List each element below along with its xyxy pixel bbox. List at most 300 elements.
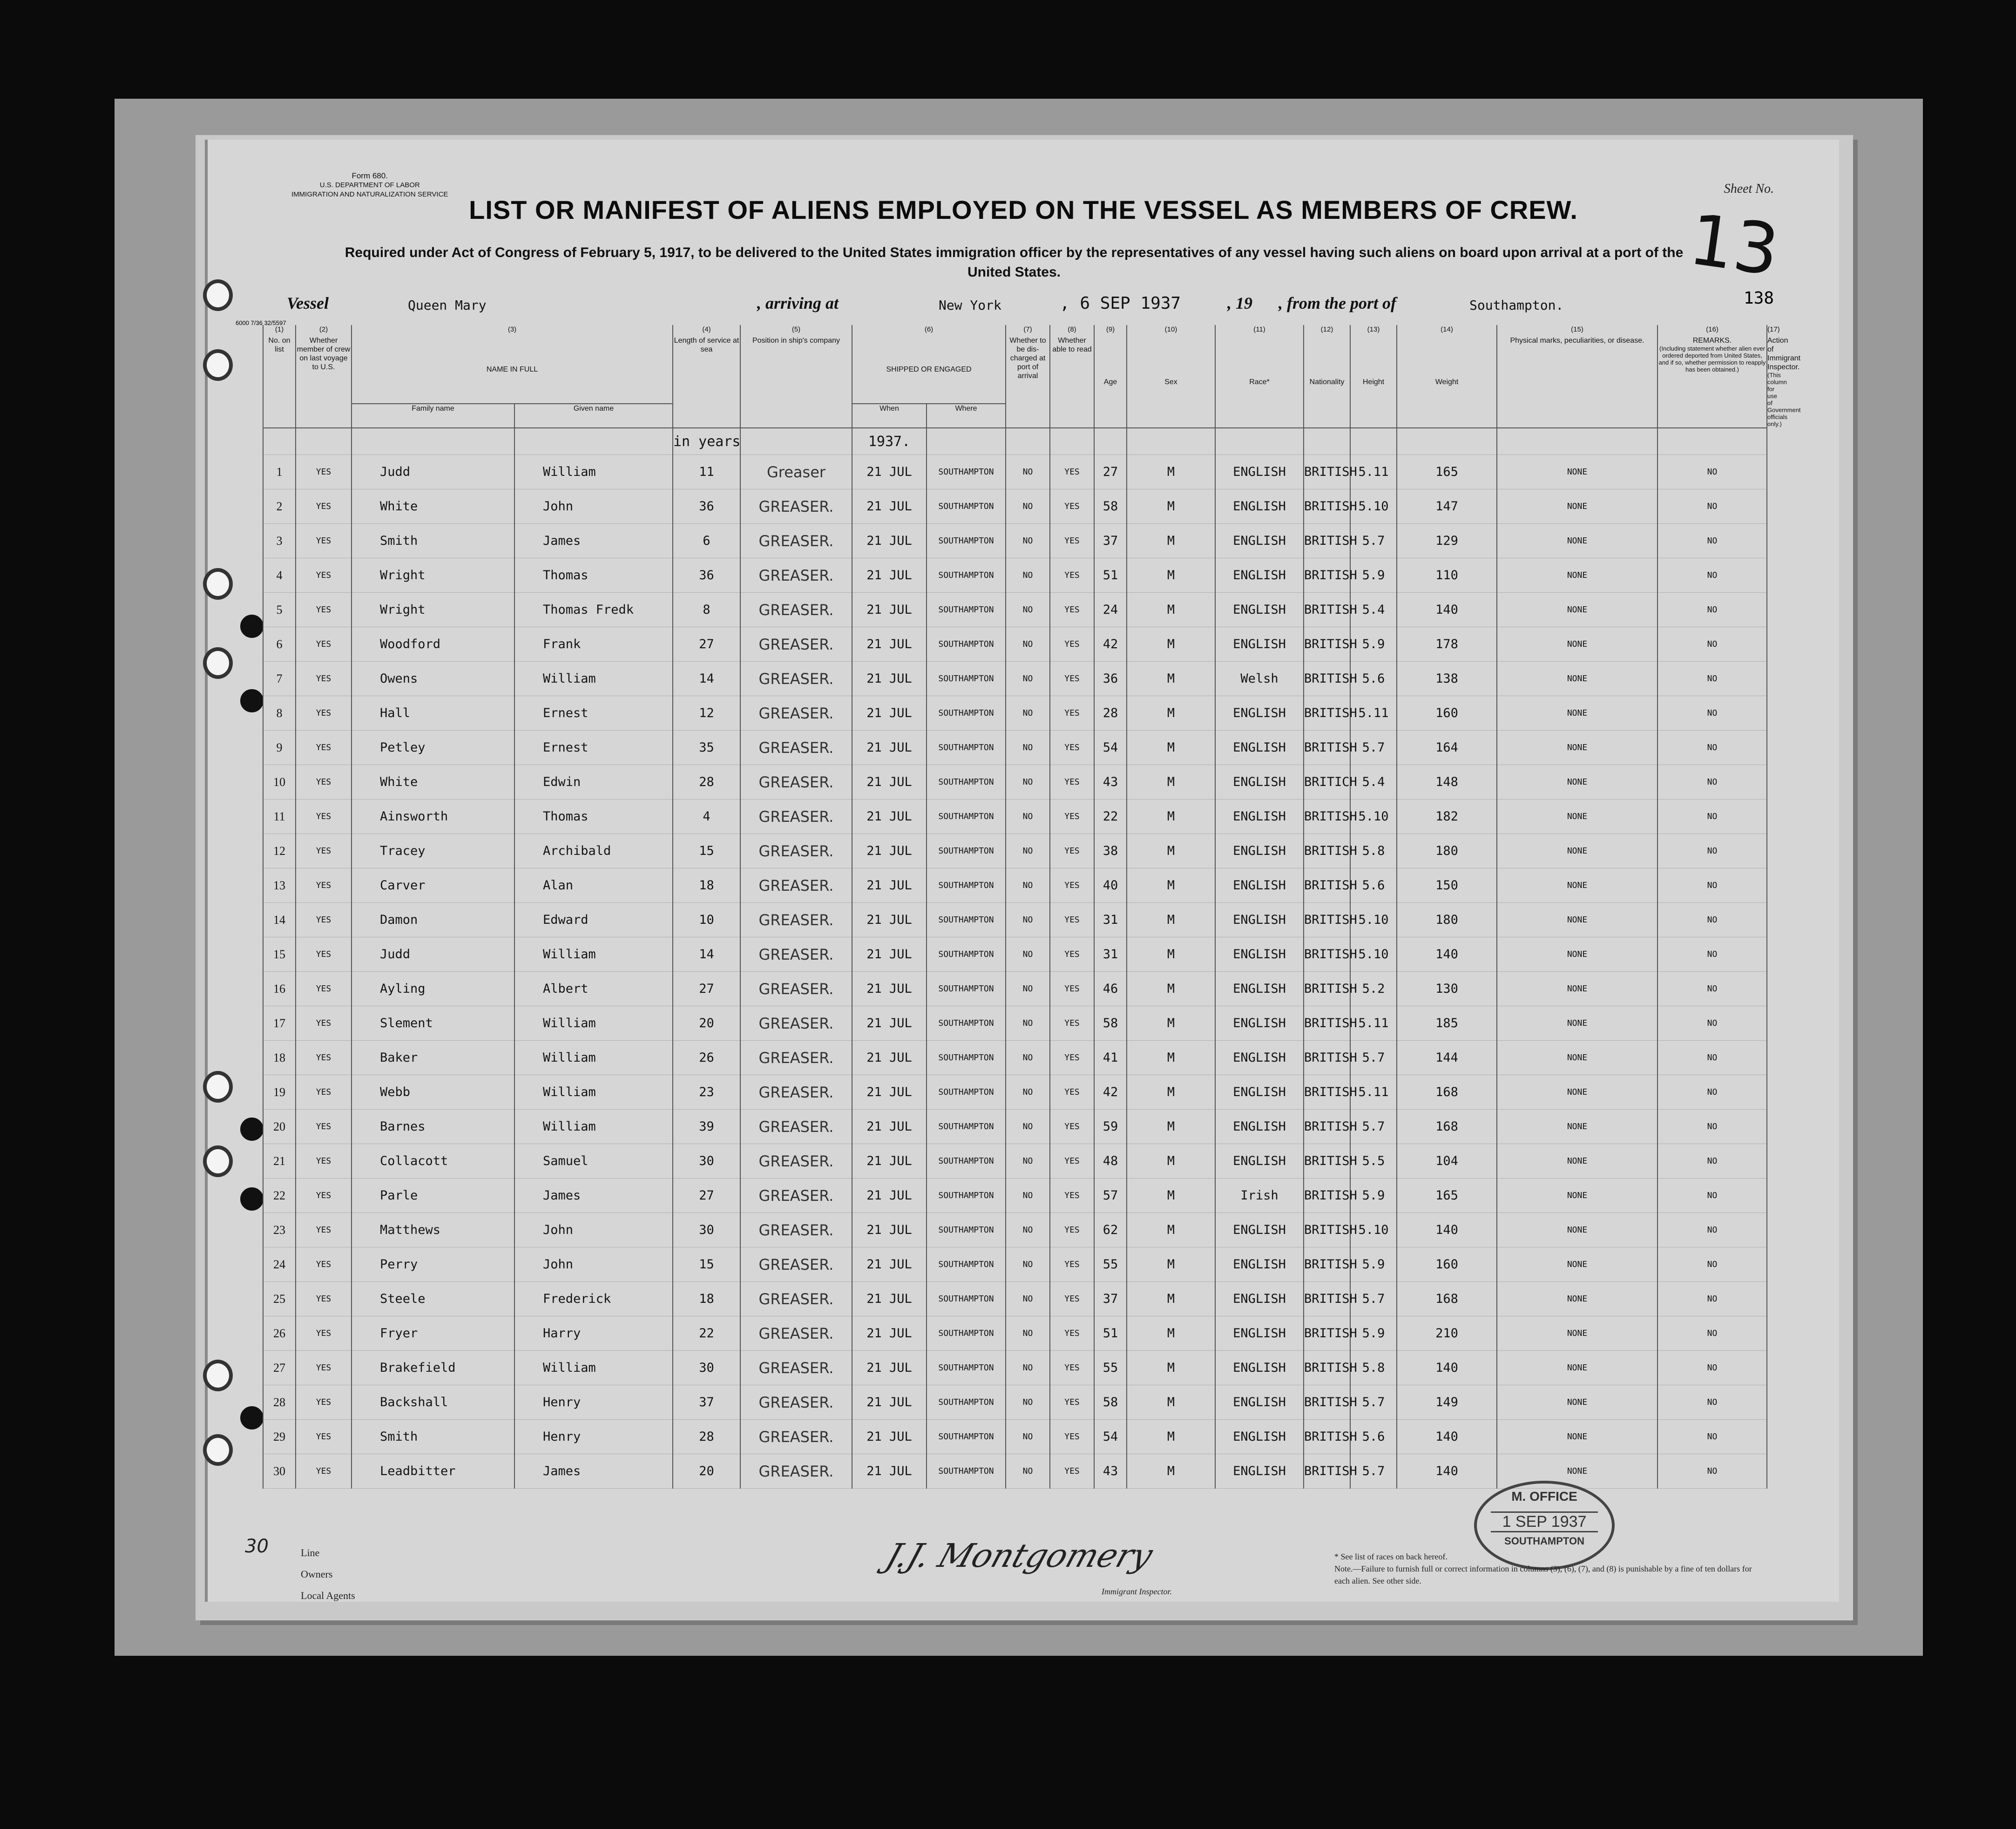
height-cell: 5.9 bbox=[1350, 1179, 1397, 1213]
remarks-cell: NO bbox=[1657, 903, 1767, 937]
weight-cell: 147 bbox=[1397, 489, 1497, 524]
length-of-service-cell: 14 bbox=[673, 662, 740, 696]
previous-voyage-cell: YES bbox=[296, 524, 352, 558]
nationality-cell: BRITISH bbox=[1304, 868, 1350, 903]
header-when: When bbox=[852, 404, 927, 428]
handwritten-count: 30 bbox=[245, 1536, 269, 1557]
remarks-title: REMARKS. bbox=[1692, 337, 1732, 345]
shipped-when-cell: 21 JUL bbox=[852, 1110, 927, 1144]
header-able-read: Whether able to read bbox=[1050, 336, 1094, 428]
position-cell: GREASER. bbox=[740, 799, 852, 834]
stamp-date: 1 SEP 1937 bbox=[1491, 1511, 1598, 1532]
sex-cell: M bbox=[1127, 489, 1215, 524]
given-name-cell: Thomas bbox=[514, 799, 673, 834]
physical-marks-cell: NONE bbox=[1497, 696, 1657, 731]
given-name-cell: Thomas bbox=[514, 558, 673, 593]
family-name-cell: Ayling bbox=[352, 972, 514, 1006]
weight-cell: 140 bbox=[1397, 1351, 1497, 1385]
family-name-cell: Baker bbox=[352, 1041, 514, 1075]
shipped-when-cell: 21 JUL bbox=[852, 627, 927, 662]
physical-marks-cell: NONE bbox=[1497, 903, 1657, 937]
shipped-where-cell: SOUTHAMPTON bbox=[927, 937, 1006, 972]
nationality-cell: BRITISH bbox=[1304, 834, 1350, 868]
weight-cell: 140 bbox=[1397, 937, 1497, 972]
able-to-read-cell: YES bbox=[1050, 524, 1094, 558]
previous-voyage-cell: YES bbox=[296, 593, 352, 627]
nationality-cell: BRITISH bbox=[1304, 799, 1350, 834]
crew-manifest-table bbox=[263, 325, 1801, 1489]
family-name-cell: Tracey bbox=[352, 834, 514, 868]
age-cell: 51 bbox=[1094, 1316, 1127, 1351]
table-row bbox=[263, 489, 1767, 524]
table-row bbox=[263, 558, 1767, 593]
race-cell: ENGLISH bbox=[1215, 627, 1304, 662]
length-of-service-cell: 10 bbox=[673, 903, 740, 937]
position-cell: GREASER. bbox=[740, 1351, 852, 1385]
able-to-read-cell: YES bbox=[1050, 696, 1094, 731]
binder-hole bbox=[203, 279, 233, 311]
sex-cell: M bbox=[1127, 1179, 1215, 1213]
family-name-cell: Leadbitter bbox=[352, 1454, 514, 1489]
age-cell: 58 bbox=[1094, 1006, 1127, 1041]
shipped-when-cell: 21 JUL bbox=[852, 1454, 927, 1489]
race-cell: ENGLISH bbox=[1215, 1110, 1304, 1144]
position-cell: GREASER. bbox=[740, 1110, 852, 1144]
sex-cell: M bbox=[1127, 1041, 1215, 1075]
family-name-cell: Perry bbox=[352, 1247, 514, 1282]
sex-cell: M bbox=[1127, 1282, 1215, 1316]
sex-cell: M bbox=[1127, 731, 1215, 765]
able-to-read-cell: YES bbox=[1050, 1006, 1094, 1041]
weight-cell: 140 bbox=[1397, 1213, 1497, 1247]
family-name-cell: Woodford bbox=[352, 627, 514, 662]
nationality-cell: BRITISH bbox=[1304, 627, 1350, 662]
shipped-when-cell: 21 JUL bbox=[852, 1006, 927, 1041]
header-no-on-list: No. on list bbox=[263, 336, 296, 428]
shipped-where-cell: SOUTHAMPTON bbox=[927, 455, 1006, 489]
weight-cell: 140 bbox=[1397, 1454, 1497, 1489]
print-code: 6000 7/36 32/5597 bbox=[236, 319, 286, 326]
shipped-where-cell: SOUTHAMPTON bbox=[927, 903, 1006, 937]
row-number-cell: 25 bbox=[263, 1282, 296, 1316]
given-name-cell: Edwin bbox=[514, 765, 673, 799]
shipped-when-cell: 21 JUL bbox=[852, 834, 927, 868]
remarks-cell: NO bbox=[1657, 799, 1767, 834]
row-number-cell: 6 bbox=[263, 627, 296, 662]
able-to-read-cell: YES bbox=[1050, 1316, 1094, 1351]
manifest-sheet bbox=[196, 135, 1853, 1620]
sex-cell: M bbox=[1127, 662, 1215, 696]
weight-cell: 144 bbox=[1397, 1041, 1497, 1075]
shipped-when-cell: 21 JUL bbox=[852, 903, 927, 937]
shipped-where-cell: SOUTHAMPTON bbox=[927, 1385, 1006, 1420]
height-cell: 5.11 bbox=[1350, 1006, 1397, 1041]
previous-voyage-cell: YES bbox=[296, 1385, 352, 1420]
nationality-cell: BRITISH bbox=[1304, 1179, 1350, 1213]
form-number: Form 680. bbox=[352, 171, 388, 180]
table-row bbox=[263, 972, 1767, 1006]
col-num: (2) bbox=[296, 325, 352, 336]
row-number-cell: 5 bbox=[263, 593, 296, 627]
table-row bbox=[263, 696, 1767, 731]
binder-hole bbox=[203, 349, 233, 381]
able-to-read-cell: YES bbox=[1050, 662, 1094, 696]
physical-marks-cell: NONE bbox=[1497, 455, 1657, 489]
age-cell: 38 bbox=[1094, 834, 1127, 868]
footer-note bbox=[1334, 1551, 1753, 1587]
row-number-cell: 24 bbox=[263, 1247, 296, 1282]
row-number-cell: 29 bbox=[263, 1420, 296, 1454]
physical-marks-cell: NONE bbox=[1497, 489, 1657, 524]
length-of-service-cell: 30 bbox=[673, 1144, 740, 1179]
family-name-cell: Collacott bbox=[352, 1144, 514, 1179]
header-family-name: Family name bbox=[352, 404, 514, 428]
row-number-cell: 27 bbox=[263, 1351, 296, 1385]
col-num: (12) bbox=[1304, 325, 1350, 336]
shipped-where-cell: SOUTHAMPTON bbox=[927, 1144, 1006, 1179]
row-number-cell: 7 bbox=[263, 662, 296, 696]
able-to-read-cell: YES bbox=[1050, 1247, 1094, 1282]
stamp-top: M. OFFICE bbox=[1511, 1489, 1577, 1504]
nationality-cell: BRITISH bbox=[1304, 696, 1350, 731]
length-of-service-cell: 27 bbox=[673, 972, 740, 1006]
nationality-cell: BRITISH bbox=[1304, 1075, 1350, 1110]
able-to-read-cell: YES bbox=[1050, 1385, 1094, 1420]
remarks-cell: NO bbox=[1657, 1075, 1767, 1110]
physical-marks-cell: NONE bbox=[1497, 1041, 1657, 1075]
discharged-cell: NO bbox=[1006, 1144, 1050, 1179]
stamp-bottom: SOUTHAMPTON bbox=[1504, 1535, 1584, 1547]
race-cell: ENGLISH bbox=[1215, 524, 1304, 558]
nationality-cell: BRITISH bbox=[1304, 937, 1350, 972]
physical-marks-cell: NONE bbox=[1497, 1179, 1657, 1213]
family-name-cell: Matthews bbox=[352, 1213, 514, 1247]
previous-voyage-cell: YES bbox=[296, 1006, 352, 1041]
able-to-read-cell: YES bbox=[1050, 1351, 1094, 1385]
age-cell: 59 bbox=[1094, 1110, 1127, 1144]
nationality-cell: BRITISH bbox=[1304, 1144, 1350, 1179]
discharged-cell: NO bbox=[1006, 1213, 1050, 1247]
given-name-cell: Albert bbox=[514, 972, 673, 1006]
physical-marks-cell: NONE bbox=[1497, 1144, 1657, 1179]
position-cell: GREASER. bbox=[740, 662, 852, 696]
length-of-service-cell: 20 bbox=[673, 1454, 740, 1489]
height-cell: 5.9 bbox=[1350, 558, 1397, 593]
header-shipped: SHIPPED OR ENGAGED bbox=[852, 336, 1006, 404]
height-cell: 5.9 bbox=[1350, 1316, 1397, 1351]
col-num: (6) bbox=[852, 325, 1006, 336]
able-to-read-cell: YES bbox=[1050, 834, 1094, 868]
discharged-cell: NO bbox=[1006, 731, 1050, 765]
height-cell: 5.11 bbox=[1350, 1075, 1397, 1110]
year-label: , 19 bbox=[1227, 294, 1252, 312]
previous-voyage-cell: YES bbox=[296, 834, 352, 868]
row-number-cell: 16 bbox=[263, 972, 296, 1006]
previous-voyage-cell: YES bbox=[296, 558, 352, 593]
height-cell: 5.7 bbox=[1350, 1385, 1397, 1420]
physical-marks-cell: NONE bbox=[1497, 765, 1657, 799]
able-to-read-cell: YES bbox=[1050, 1454, 1094, 1489]
header-remarks bbox=[1657, 336, 1767, 428]
discharged-cell: NO bbox=[1006, 937, 1050, 972]
able-to-read-cell: YES bbox=[1050, 1282, 1094, 1316]
position-cell: GREASER. bbox=[740, 1041, 852, 1075]
race-cell: ENGLISH bbox=[1215, 799, 1304, 834]
remarks-cell: NO bbox=[1657, 1179, 1767, 1213]
shipped-where-cell: SOUTHAMPTON bbox=[927, 731, 1006, 765]
weight-cell: 130 bbox=[1397, 972, 1497, 1006]
previous-voyage-cell: YES bbox=[296, 765, 352, 799]
service: IMMIGRATION AND NATURALIZATION SERVICE bbox=[291, 190, 448, 198]
nationality-cell: BRITISH bbox=[1304, 489, 1350, 524]
sex-cell: M bbox=[1127, 1316, 1215, 1351]
remarks-cell: NO bbox=[1657, 1351, 1767, 1385]
col-num: (8) bbox=[1050, 325, 1094, 336]
family-name-cell: Backshall bbox=[352, 1385, 514, 1420]
length-of-service-cell: 36 bbox=[673, 489, 740, 524]
row-number-cell: 23 bbox=[263, 1213, 296, 1247]
physical-marks-cell: NONE bbox=[1497, 627, 1657, 662]
race-cell: ENGLISH bbox=[1215, 834, 1304, 868]
given-name-cell: William bbox=[514, 1006, 673, 1041]
discharged-cell: NO bbox=[1006, 1282, 1050, 1316]
race-cell: ENGLISH bbox=[1215, 1282, 1304, 1316]
nationality-cell: BRITISH bbox=[1304, 524, 1350, 558]
position-cell: GREASER. bbox=[740, 1385, 852, 1420]
shipped-when-cell: 21 JUL bbox=[852, 1144, 927, 1179]
discharged-cell: NO bbox=[1006, 524, 1050, 558]
physical-marks-cell: NONE bbox=[1497, 937, 1657, 972]
discharged-cell: NO bbox=[1006, 1110, 1050, 1144]
shipped-when-cell: 21 JUL bbox=[852, 696, 927, 731]
age-cell: 55 bbox=[1094, 1247, 1127, 1282]
shipped-where-cell: SOUTHAMPTON bbox=[927, 1351, 1006, 1385]
length-of-service-cell: 37 bbox=[673, 1385, 740, 1420]
nationality-cell: BRITISH bbox=[1304, 1351, 1350, 1385]
shipped-where-cell: SOUTHAMPTON bbox=[927, 1282, 1006, 1316]
remarks-cell: NO bbox=[1657, 558, 1767, 593]
race-cell: ENGLISH bbox=[1215, 696, 1304, 731]
remarks-cell: NO bbox=[1657, 1006, 1767, 1041]
row-number-cell: 10 bbox=[263, 765, 296, 799]
family-name-cell: Petley bbox=[352, 731, 514, 765]
shipped-when-cell: 21 JUL bbox=[852, 972, 927, 1006]
able-to-read-cell: YES bbox=[1050, 799, 1094, 834]
discharged-cell: NO bbox=[1006, 1385, 1050, 1420]
race-cell: ENGLISH bbox=[1215, 1420, 1304, 1454]
nationality-cell: BRITISH bbox=[1304, 1006, 1350, 1041]
weight-cell: 165 bbox=[1397, 1179, 1497, 1213]
nationality-cell: BRITISH bbox=[1304, 903, 1350, 937]
weight-cell: 138 bbox=[1397, 662, 1497, 696]
discharged-cell: NO bbox=[1006, 1075, 1050, 1110]
remarks-cell: NO bbox=[1657, 1041, 1767, 1075]
nationality-cell: BRITISH bbox=[1304, 1247, 1350, 1282]
family-name-cell: Hall bbox=[352, 696, 514, 731]
shipped-where-cell: SOUTHAMPTON bbox=[927, 662, 1006, 696]
race-cell: ENGLISH bbox=[1215, 1351, 1304, 1385]
remarks-cell: NO bbox=[1657, 972, 1767, 1006]
length-of-service-cell: 18 bbox=[673, 1282, 740, 1316]
family-name-cell: Judd bbox=[352, 455, 514, 489]
family-name-cell: Steele bbox=[352, 1282, 514, 1316]
sex-cell: M bbox=[1127, 1006, 1215, 1041]
given-name-cell: William bbox=[514, 1110, 673, 1144]
shipped-when-cell: 21 JUL bbox=[852, 662, 927, 696]
length-of-service-cell: 18 bbox=[673, 868, 740, 903]
col-num: (14) bbox=[1397, 325, 1497, 336]
table-row bbox=[263, 627, 1767, 662]
page-number: 138 bbox=[1743, 289, 1774, 308]
table-row bbox=[263, 1075, 1767, 1110]
binder-hole bbox=[203, 1360, 233, 1391]
sex-cell: M bbox=[1127, 972, 1215, 1006]
position-cell: GREASER. bbox=[740, 1282, 852, 1316]
age-cell: 43 bbox=[1094, 765, 1127, 799]
discharged-cell: NO bbox=[1006, 972, 1050, 1006]
position-cell: GREASER. bbox=[740, 558, 852, 593]
discharged-cell: NO bbox=[1006, 696, 1050, 731]
row-number-cell: 14 bbox=[263, 903, 296, 937]
remarks-cell: NO bbox=[1657, 696, 1767, 731]
able-to-read-cell: YES bbox=[1050, 455, 1094, 489]
position-cell: GREASER. bbox=[740, 868, 852, 903]
position-cell: GREASER. bbox=[740, 1420, 852, 1454]
position-cell: GREASER. bbox=[740, 696, 852, 731]
height-cell: 5.10 bbox=[1350, 937, 1397, 972]
remarks-cell: NO bbox=[1657, 1144, 1767, 1179]
arrival-date: , 6 SEP 1937 bbox=[1060, 294, 1181, 313]
inspector-signature: J.J. Montgomery bbox=[881, 1537, 1158, 1575]
able-to-read-cell: YES bbox=[1050, 937, 1094, 972]
table-row bbox=[263, 799, 1767, 834]
age-cell: 46 bbox=[1094, 972, 1127, 1006]
age-cell: 58 bbox=[1094, 489, 1127, 524]
previous-voyage-cell: YES bbox=[296, 1351, 352, 1385]
table-row bbox=[263, 1385, 1767, 1420]
table-row bbox=[263, 1282, 1767, 1316]
height-cell: 5.7 bbox=[1350, 1282, 1397, 1316]
header-age: Age bbox=[1094, 336, 1127, 428]
family-name-cell: Fryer bbox=[352, 1316, 514, 1351]
agents-label: Local Agents bbox=[301, 1590, 355, 1601]
discharged-cell: NO bbox=[1006, 1420, 1050, 1454]
nationality-cell: BRITISH bbox=[1304, 455, 1350, 489]
length-of-service-cell: 14 bbox=[673, 937, 740, 972]
weight-cell: 140 bbox=[1397, 593, 1497, 627]
table-row bbox=[263, 1041, 1767, 1075]
col-num: (16) bbox=[1657, 325, 1767, 336]
race-cell: ENGLISH bbox=[1215, 558, 1304, 593]
physical-marks-cell: NONE bbox=[1497, 1385, 1657, 1420]
row-number-cell: 19 bbox=[263, 1075, 296, 1110]
height-cell: 5.4 bbox=[1350, 765, 1397, 799]
col-num: (5) bbox=[740, 325, 852, 336]
previous-voyage-cell: YES bbox=[296, 1454, 352, 1489]
able-to-read-cell: YES bbox=[1050, 1144, 1094, 1179]
header-name-in-full: NAME IN FULL bbox=[352, 336, 673, 404]
weight-cell: 149 bbox=[1397, 1385, 1497, 1420]
shipped-where-cell: SOUTHAMPTON bbox=[927, 696, 1006, 731]
family-name-cell: Wright bbox=[352, 558, 514, 593]
shipped-where-cell: SOUTHAMPTON bbox=[927, 1247, 1006, 1282]
age-cell: 54 bbox=[1094, 1420, 1127, 1454]
discharged-cell: NO bbox=[1006, 834, 1050, 868]
shipped-where-cell: SOUTHAMPTON bbox=[927, 593, 1006, 627]
year-entry: 1937. bbox=[852, 428, 927, 455]
nationality-cell: BRITISH bbox=[1304, 1316, 1350, 1351]
paper bbox=[205, 140, 1839, 1602]
shipped-when-cell: 21 JUL bbox=[852, 937, 927, 972]
height-cell: 5.7 bbox=[1350, 1110, 1397, 1144]
shipped-where-cell: SOUTHAMPTON bbox=[927, 868, 1006, 903]
remarks-cell: NO bbox=[1657, 1247, 1767, 1282]
row-number-cell: 18 bbox=[263, 1041, 296, 1075]
sex-cell: M bbox=[1127, 1075, 1215, 1110]
weight-cell: 110 bbox=[1397, 558, 1497, 593]
shipped-where-cell: SOUTHAMPTON bbox=[927, 489, 1006, 524]
discharged-cell: NO bbox=[1006, 627, 1050, 662]
shipped-where-cell: SOUTHAMPTON bbox=[927, 524, 1006, 558]
binder-hole bbox=[203, 647, 233, 679]
length-of-service-cell: 30 bbox=[673, 1351, 740, 1385]
binder-hole bbox=[240, 615, 264, 638]
table-row bbox=[263, 1420, 1767, 1454]
able-to-read-cell: YES bbox=[1050, 868, 1094, 903]
nationality-cell: BRITISH bbox=[1304, 558, 1350, 593]
table-row bbox=[263, 593, 1767, 627]
sex-cell: M bbox=[1127, 593, 1215, 627]
length-of-service-cell: 28 bbox=[673, 765, 740, 799]
family-name-cell: Brakefield bbox=[352, 1351, 514, 1385]
shipped-where-cell: SOUTHAMPTON bbox=[927, 765, 1006, 799]
shipped-when-cell: 21 JUL bbox=[852, 1247, 927, 1282]
race-cell: ENGLISH bbox=[1215, 731, 1304, 765]
table-row bbox=[263, 524, 1767, 558]
header-length-service: Length of service at sea bbox=[673, 336, 740, 428]
position-cell: Greaser bbox=[740, 455, 852, 489]
nationality-cell: BRITICH bbox=[1304, 765, 1350, 799]
table-row bbox=[263, 903, 1767, 937]
physical-marks-cell: NONE bbox=[1497, 1420, 1657, 1454]
physical-marks-cell: NONE bbox=[1497, 558, 1657, 593]
length-of-service-cell: 26 bbox=[673, 1041, 740, 1075]
discharged-cell: NO bbox=[1006, 1351, 1050, 1385]
able-to-read-cell: YES bbox=[1050, 593, 1094, 627]
able-to-read-cell: YES bbox=[1050, 1420, 1094, 1454]
discharged-cell: NO bbox=[1006, 765, 1050, 799]
row-number-cell: 17 bbox=[263, 1006, 296, 1041]
given-name-cell: Frederick bbox=[514, 1282, 673, 1316]
family-name-cell: Wright bbox=[352, 593, 514, 627]
remarks-cell: NO bbox=[1657, 627, 1767, 662]
weight-cell: 104 bbox=[1397, 1144, 1497, 1179]
given-name-cell: William bbox=[514, 937, 673, 972]
discharged-cell: NO bbox=[1006, 1179, 1050, 1213]
header-height: Height bbox=[1350, 336, 1397, 428]
shipped-when-cell: 21 JUL bbox=[852, 799, 927, 834]
remarks-cell: NO bbox=[1657, 1454, 1767, 1489]
length-of-service-cell: 35 bbox=[673, 731, 740, 765]
nationality-cell: BRITISH bbox=[1304, 1454, 1350, 1489]
given-name-cell: Samuel bbox=[514, 1144, 673, 1179]
physical-marks-cell: NONE bbox=[1497, 731, 1657, 765]
row-number-cell: 26 bbox=[263, 1316, 296, 1351]
height-cell: 5.10 bbox=[1350, 1213, 1397, 1247]
binder-hole bbox=[240, 1187, 264, 1211]
previous-voyage-cell: YES bbox=[296, 1247, 352, 1282]
previous-voyage-cell: YES bbox=[296, 696, 352, 731]
